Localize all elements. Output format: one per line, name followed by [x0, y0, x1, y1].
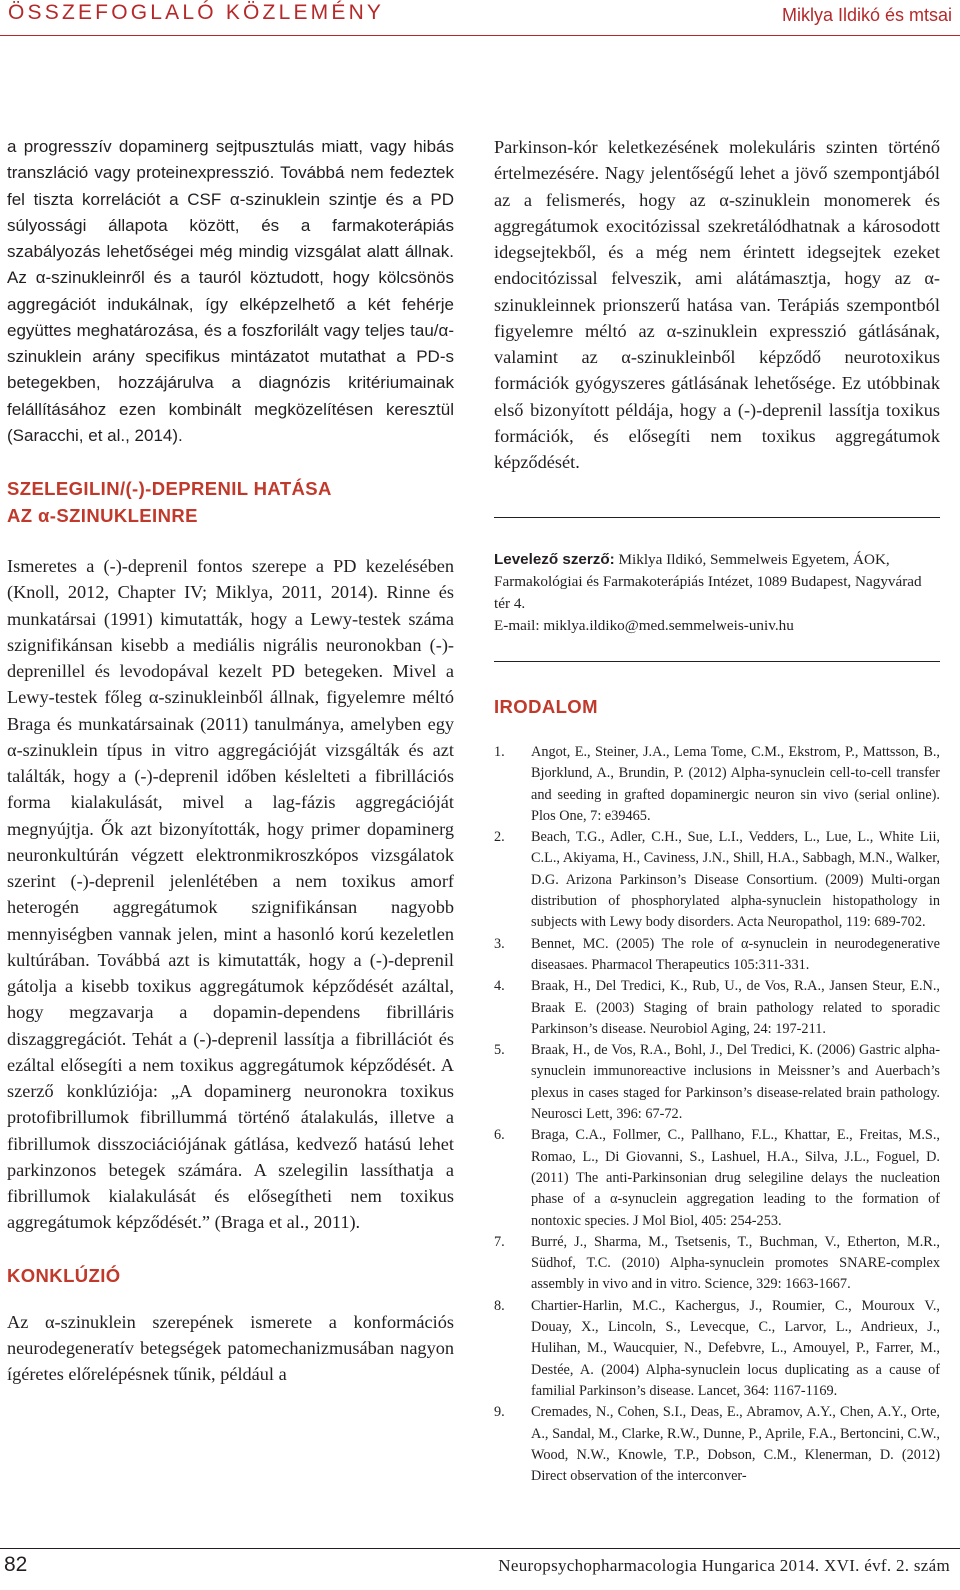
reference-number: 4. — [494, 978, 505, 995]
reference-number: 3. — [494, 935, 505, 952]
left-column — [7, 134, 454, 1387]
header-rule — [0, 35, 960, 36]
reference-item — [494, 1296, 940, 1402]
body-paragraph-2: Ismeretes a (-)-deprenil fontos szerepe a PD kezelésében (Knoll, 2012, Chapter IV; Miklya, 2011, 2014). Rinne és munkatársai (1991) kimutatták, hogy a Lewy-testek száma szignifikánsan kisebb a mediális nigrális neuronokban (-)-deprenillel és levodopával kezelt PD betegeken. Mivel a Lewy-testek főleg α-szinukleinből állnak, figyelemre méltó Braga és munkatársainak (2011) tanulmánya, amelyben egy α-szinuklein típus in vitro aggregációját vizsgálták és azt találták, hogy a (-)-deprenil időben késlelteti a fibrillációs forma kialakulását, mivel a lag-fázis aggregációját megnyújtja. Ők azt bizonyították, hogy primer dopaminerg neuronkultúrán végzett elektronmikroszkópos vizsgálatok szerint (-)-deprenil jelenlétében a nem toxikus amorf heterogén aggregátumok szignifikánsan nagyobb mennyiségben vannak jelen, mint a hasonló korú kezeletlen kultúrában. Továbbá azt is kimutatták, hogy a (-)-deprenil gátolja a kisebb toxikus aggregátumok képződését azáltal, hogy megzavarja a dopamin-dependens fibrilláris diszaggregációt. Tehát a (-)-deprenil lassítja a fibrillációt és ezáltal elősegíti a nem toxikus aggregátumok képződését. A szerző konklúziója: „A dopaminerg neuronokra toxikus protofibrillumok fibrillummá történő átalakulás, illetve a fibrillumok disszociációjának gátlása, kedvező hatású lehet parkinzonos betegek számára. A szelegilin lassíthatja a fibrillumok kialakulását és elősegítheti nem toxikus aggregátumok képződését.” (Braga et al., 2011). — [7, 556, 454, 1233]
reference-text: Cremades, N., Cohen, S.I., Deas, E., Abramov, A.Y., Chen, A.Y., Orte, A., Sandal, M., Clarke, R.W., Dunne, P., Aprile, F.A., Bertoncini, C.W., Wood, N.W., Knowle, T.P., Dobson, C.M., Klenerman, D. (2012) Direct observation of the interconver- — [531, 1404, 940, 1485]
reference-item — [494, 1402, 940, 1487]
reference-item — [494, 934, 940, 977]
section-heading-selegiline — [7, 475, 454, 529]
reference-item — [494, 1040, 940, 1125]
right-column — [494, 134, 940, 475]
reference-number: 9. — [494, 1404, 505, 1421]
section-heading-conclusion: KONKLÚZIÓ — [7, 1264, 121, 1286]
references-section — [494, 693, 940, 1487]
reference-item — [494, 976, 940, 1040]
correspondence-text — [494, 549, 940, 615]
correspondence-address: Miklya Ildikó, Semmelweis Egyetem, ÁOK, Farmakológiai és Farmakoterápiás Intézet, 1089 Budapest, Nagyvárad tér 4. — [494, 551, 922, 612]
reference-number: 2. — [494, 829, 505, 846]
body-paragraph-3: Az α-szinuklein szerepének ismerete a konformációs neurodegeneratív betegségek patomechanizmusában nagyon ígéretes előrelépésnek tűnik, például a — [7, 1311, 454, 1384]
divider-rule — [494, 517, 940, 518]
reference-item — [494, 742, 940, 827]
reference-item — [494, 827, 940, 933]
section-heading-line: SZELEGILIN/(-)-DEPRENIL HATÁSA — [7, 478, 332, 499]
page-number: 82 — [4, 1553, 28, 1576]
reference-text: Braak, H., de Vos, R.A., Bohl, J., Del Tredici, K. (2006) Gastric alpha-synuclein immunoreactive inclusions in Meissner’s and Auerbach’s plexus in cases staged for Parkinson’s disease-related brain pathology. Neurosci Lett, 396: 67-72. — [531, 1042, 940, 1123]
reference-item — [494, 1125, 940, 1231]
reference-number: 8. — [494, 1297, 505, 1314]
reference-text: Angot, E., Steiner, J.A., Lema Tome, C.M., Ekstrom, P., Mattsson, B., Bjorklund, A., Brundin, P. (2012) Alpha-synuclein cell-to-cell transfer and seeding in grafted dopaminergic neuron sin vivo (serial online). Plos One, 7: e39465. — [531, 744, 940, 824]
reference-item — [494, 1232, 940, 1296]
reference-text: Braga, C.A., Follmer, C., Pallhano, F.L., Khattar, E., Freitas, M.S., Romao, L., Di Giovanni, S., Lashuel, H.A., Silva, J.L., Foguel, D. (2011) The anti-Parkinsonian drug selegiline delays the nucleation phase of a α-synuclein aggregation leading to the formation of nontoxic species. J Mol Biol, 405: 254-253. — [531, 1127, 940, 1229]
correspondence-block — [494, 549, 940, 637]
reference-text: Bennet, MC. (2005) The role of α-synuclein in neurodegenerative diseasaes. Pharmacol Therapeutics 105:311-331. — [531, 935, 940, 973]
correspondence-email: E-mail: miklya.ildiko@med.semmelweis-univ.hu — [494, 617, 794, 634]
section-heading-line: AZ α-SZINUKLEINRE — [7, 505, 198, 526]
reference-text: Braak, H., Del Tredici, K., Rub, U., de Vos, R.A., Jansen Steur, E.N., Braak E. (2003) Staging of brain pathology related to sporadic Parkinson’s disease. Neurobiol Aging, 24: 197-211. — [531, 978, 940, 1037]
running-head-authors: Miklya Ildikó és mtsai — [781, 5, 952, 25]
body-paragraph-1: a progresszív dopaminerg sejtpusztulás miatt, vagy hibás transzláció vagy proteinexpresszió. Továbbá nem fedeztek fel tiszta korrelációt a CSF α-szinuklein szintje és a PD súlyossági állapota között, és a farmakoterápiás szabályozás lehetőségei még mindig vizsgálat alatt állnak. Az α-szinukleinről és a tauról köztudott, hogy kölcsönös aggregációt indukálnak, így elképzelhető a két fehérje együttes meghatározása, és a foszforilált vagy teljes tau/α-szinuklein arány specifikus mintázatot mutathat a PD-s betegekben, hozzájárulva a diagnózis kritériumainak felállításához ezen kombinált megközelítésen keresztül (Saracchi, et al., 2014). — [7, 137, 454, 445]
reference-text: Beach, T.G., Adler, C.H., Sue, L.I., Vedders, L., Lue, L., White Lii, C.L., Akiyama, H., Caviness, J.N., Shill, H.A., Sabbagh, M.N., Walker, D.G. Arizona Parkinson’s Disease Consortium. (2009) Multi-organ distribution of phosphorylated alpha-synuclein histopathology in subjects with Lewy body disorders. Acta Neuropathol, 119: 689-702. — [531, 829, 940, 931]
reference-number: 6. — [494, 1127, 505, 1144]
references-heading: IRODALOM — [494, 696, 598, 717]
divider-rule — [494, 661, 940, 662]
reference-number: 5. — [494, 1042, 505, 1059]
reference-number: 7. — [494, 1233, 505, 1250]
body-paragraph-right: Parkinson-kór keletkezésének molekuláris szinten történő értelmezésére. Nagy jelentőségű lehet a jövő szempontjából az a felismerés, hogy az α-szinuklein monomerek és aggregátumok exocitózissal szekretálódhatnak a károsodott idegsejtekből, és a még nem érintett idegsejtek ezeket endocitózissal felveszik, ami alátámasztja, hogy az α-szinukleinnek prionszerű hatása van. Terápiás szempontból figyelemre méltó az α-szinuklein expresszió gátlásának, valamint az α-szinukleinből képződő neurotoxikus formációk gyógyszeres gátlásának lehetősége. Ez utóbbinak első bizonyított példája, hogy a (-)-deprenil lassítja toxikus formációk, és elősegíti nem toxikus aggregátumok képződését. — [494, 137, 940, 472]
reference-number: 1. — [494, 744, 505, 760]
reference-text: Burré, J., Sharma, M., Tsetsenis, T., Buchman, V., Etherton, M.R., Südhof, T.C. (2010) Alpha-synuclein promotes SNARE-complex assembly in vivo and in vitro. Science, 329: 1663-1667. — [531, 1233, 940, 1293]
journal-name: Neuropsychopharmacologia Hungarica 2014. XVI. évf. 2. szám — [498, 1556, 950, 1575]
footer-rule — [0, 1548, 960, 1549]
running-head-section: ÖSSZEFOGLALÓ KÖZLEMÉNY — [8, 1, 385, 24]
reference-text: Chartier-Harlin, M.C., Kachergus, J., Roumier, C., Mouroux V., Douay, X., Lincoln, S., Levecque, C., Larvor, L., Andrieux, J., Hulihan, M., Waucquier, N., Defebvre, L., Amouyel, P., Farrer, M., Destée, A. (2004) Alpha-synuclein locus duplicating as a cause of familial Parkinson’s disease. Lancet, 364: 1167-1169. — [531, 1297, 940, 1399]
correspondence-label: Levelező szerző: — [494, 551, 615, 568]
references-list — [494, 742, 940, 1487]
